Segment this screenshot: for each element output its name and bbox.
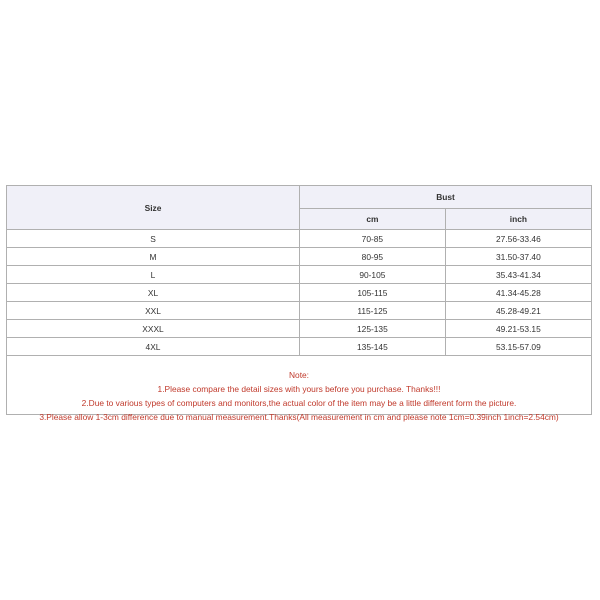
table-row bbox=[7, 302, 591, 320]
inch-cell: 31.50-37.40 bbox=[445, 248, 591, 266]
table-row bbox=[7, 266, 591, 284]
table-body bbox=[7, 230, 591, 356]
cm-cell: 125-135 bbox=[300, 320, 446, 338]
size-cell: XXXL bbox=[7, 320, 300, 338]
inch-cell: 49.21-53.15 bbox=[445, 320, 591, 338]
table-row bbox=[7, 248, 591, 266]
note-line-2: 2.Due to various types of computers and monitors,the actual color of the item may be a little different form the picture. bbox=[81, 398, 517, 408]
cm-cell: 135-145 bbox=[300, 338, 446, 356]
table-header bbox=[7, 186, 591, 230]
size-column-header: Size bbox=[7, 186, 300, 230]
cm-cell: 80-95 bbox=[300, 248, 446, 266]
bust-column-header: Bust bbox=[300, 186, 592, 209]
table-row bbox=[7, 320, 591, 338]
inch-cell: 41.34-45.28 bbox=[445, 284, 591, 302]
size-cell: 4XL bbox=[7, 338, 300, 356]
size-cell: XXL bbox=[7, 302, 300, 320]
size-cell: XL bbox=[7, 284, 300, 302]
inch-cell: 27.56-33.46 bbox=[445, 230, 591, 248]
table-row bbox=[7, 230, 591, 248]
cm-cell: 115-125 bbox=[300, 302, 446, 320]
header-row-top bbox=[7, 186, 591, 209]
note-line-1: 1.Please compare the detail sizes with yours before you purchase. Thanks!!! bbox=[157, 384, 441, 394]
size-cell: S bbox=[7, 230, 300, 248]
note-title: Note: bbox=[288, 370, 310, 380]
cm-cell: 105-115 bbox=[300, 284, 446, 302]
cm-cell: 70-85 bbox=[300, 230, 446, 248]
table-row bbox=[7, 284, 591, 302]
cm-cell: 90-105 bbox=[300, 266, 446, 284]
inch-cell: 53.15-57.09 bbox=[445, 338, 591, 356]
inch-column-header: inch bbox=[445, 209, 591, 230]
size-chart bbox=[6, 185, 592, 422]
size-cell: L bbox=[7, 266, 300, 284]
table-row bbox=[7, 338, 591, 356]
notes-section bbox=[7, 356, 591, 424]
inch-cell: 35.43-41.34 bbox=[445, 266, 591, 284]
size-cell: M bbox=[7, 248, 300, 266]
cm-column-header: cm bbox=[300, 209, 446, 230]
note-line-3: 3.Please allow 1-3cm difference due to manual measurement.Thanks(All measurement in cm and please note 1cm=0.39inch 1inch=2.54cm) bbox=[39, 412, 559, 422]
inch-cell: 45.28-49.21 bbox=[445, 302, 591, 320]
size-table bbox=[7, 186, 591, 356]
